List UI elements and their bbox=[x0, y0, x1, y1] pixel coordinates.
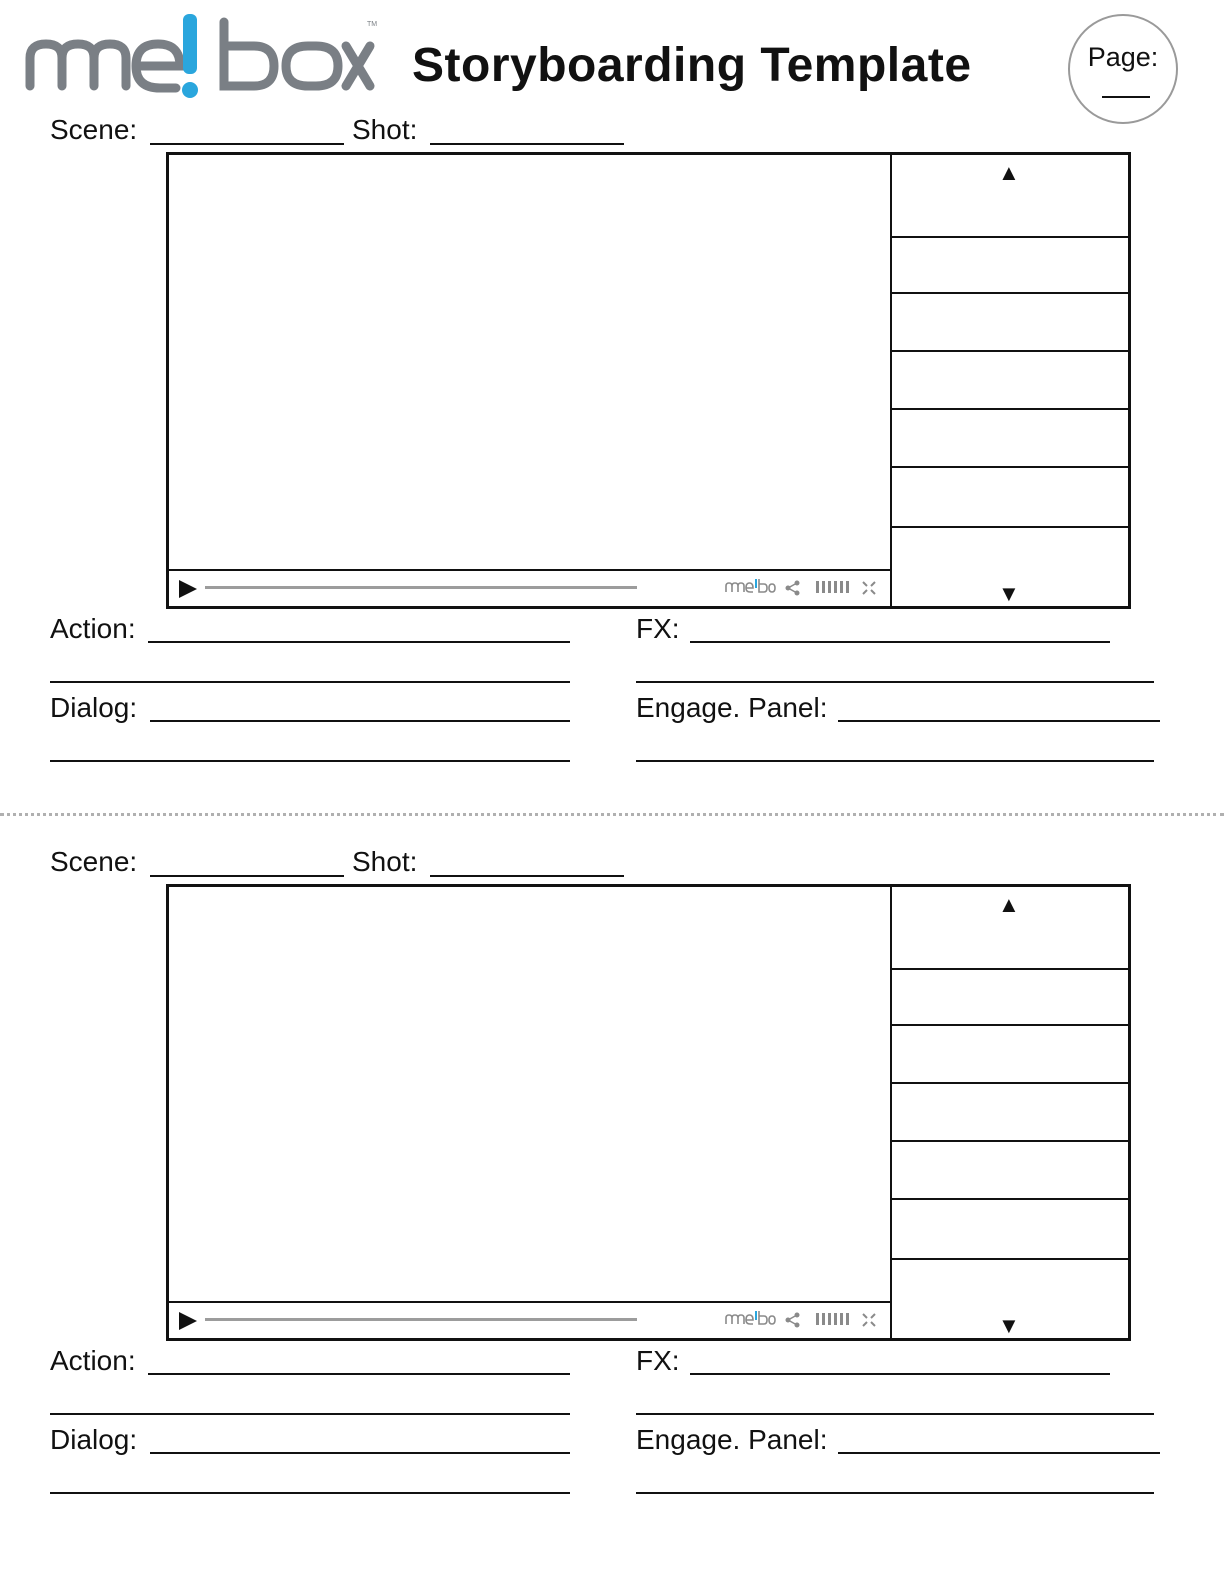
svg-text:TM: TM bbox=[367, 21, 378, 28]
player-control-bar bbox=[169, 1301, 891, 1338]
action-field-line-2[interactable] bbox=[50, 1413, 570, 1415]
play-icon[interactable] bbox=[177, 578, 199, 600]
shot-label: Shot: bbox=[352, 114, 418, 145]
scene-field[interactable] bbox=[150, 143, 344, 145]
panel-slot[interactable] bbox=[892, 294, 1128, 352]
panel-slot[interactable] bbox=[892, 1026, 1128, 1084]
panel-slot[interactable] bbox=[892, 887, 1128, 970]
arrow-down-icon[interactable]: ▼ bbox=[998, 1313, 1020, 1338]
engage-panel-field-line-2[interactable] bbox=[636, 760, 1154, 762]
panel-slot[interactable] bbox=[892, 1142, 1128, 1200]
dialog-label: Dialog: bbox=[50, 1424, 138, 1455]
panel-slot[interactable] bbox=[892, 352, 1128, 410]
fx-field-line-2[interactable] bbox=[636, 681, 1154, 683]
dialog-field-line-2[interactable] bbox=[50, 760, 570, 762]
storyboard-frame bbox=[166, 152, 1131, 609]
shot-field[interactable] bbox=[430, 875, 624, 877]
panel-slot[interactable] bbox=[892, 238, 1128, 294]
panel-slot[interactable] bbox=[892, 1200, 1128, 1260]
scene-field[interactable] bbox=[150, 875, 344, 877]
share-icon[interactable] bbox=[785, 580, 801, 596]
page-title: Storyboarding Template bbox=[412, 39, 972, 92]
engage-panel-field-line-2[interactable] bbox=[636, 1492, 1154, 1494]
arrow-down-icon[interactable]: ▼ bbox=[998, 581, 1020, 606]
mebox-logo bbox=[24, 10, 378, 102]
action-label: Action: bbox=[50, 1345, 136, 1376]
arrow-up-icon[interactable]: ▲ bbox=[998, 892, 1020, 917]
progress-bar[interactable] bbox=[205, 586, 637, 589]
player-control-bar bbox=[169, 569, 891, 606]
player-brand-logo bbox=[725, 1309, 779, 1329]
fx-field-line-2[interactable] bbox=[636, 1413, 1154, 1415]
page-label: Page: bbox=[1087, 42, 1159, 72]
engage-panel-field[interactable] bbox=[838, 720, 1160, 722]
scene-label: Scene: bbox=[50, 114, 138, 145]
cut-line-separator bbox=[0, 813, 1224, 816]
shot-label: Shot: bbox=[352, 846, 418, 877]
panel-slot[interactable] bbox=[892, 155, 1128, 238]
arrow-up-icon[interactable]: ▲ bbox=[998, 160, 1020, 185]
fx-field[interactable] bbox=[690, 1373, 1110, 1375]
panel-slot[interactable] bbox=[892, 1084, 1128, 1142]
fx-label: FX: bbox=[636, 1345, 680, 1376]
panel-slot[interactable] bbox=[892, 468, 1128, 528]
engagement-panel bbox=[892, 887, 1128, 1338]
panel-slot[interactable] bbox=[892, 410, 1128, 468]
engage-panel-label: Engage. Panel: bbox=[636, 692, 828, 723]
storyboard-frame bbox=[166, 884, 1131, 1341]
page-number-field[interactable] bbox=[1102, 96, 1150, 98]
sketch-area[interactable] bbox=[169, 887, 891, 1301]
fullscreen-icon[interactable] bbox=[861, 580, 877, 596]
page-number-badge bbox=[1068, 14, 1178, 124]
shot-field[interactable] bbox=[430, 143, 624, 145]
dialog-field[interactable] bbox=[150, 720, 570, 722]
engagement-panel bbox=[892, 155, 1128, 606]
panel-slot[interactable] bbox=[892, 970, 1128, 1026]
progress-bar[interactable] bbox=[205, 1318, 637, 1321]
dialog-field-line-2[interactable] bbox=[50, 1492, 570, 1494]
dialog-field[interactable] bbox=[150, 1452, 570, 1454]
action-field[interactable] bbox=[148, 641, 570, 643]
volume-icon[interactable] bbox=[816, 579, 850, 595]
share-icon[interactable] bbox=[785, 1312, 801, 1328]
action-field[interactable] bbox=[148, 1373, 570, 1375]
play-icon[interactable] bbox=[177, 1310, 199, 1332]
dialog-label: Dialog: bbox=[50, 692, 138, 723]
player-brand-logo bbox=[725, 577, 779, 597]
fx-field[interactable] bbox=[690, 641, 1110, 643]
engage-panel-field[interactable] bbox=[838, 1452, 1160, 1454]
action-label: Action: bbox=[50, 613, 136, 644]
fx-label: FX: bbox=[636, 613, 680, 644]
action-field-line-2[interactable] bbox=[50, 681, 570, 683]
fullscreen-icon[interactable] bbox=[861, 1312, 877, 1328]
engage-panel-label: Engage. Panel: bbox=[636, 1424, 828, 1455]
volume-icon[interactable] bbox=[816, 1311, 850, 1327]
scene-label: Scene: bbox=[50, 846, 138, 877]
sketch-area[interactable] bbox=[169, 155, 891, 569]
